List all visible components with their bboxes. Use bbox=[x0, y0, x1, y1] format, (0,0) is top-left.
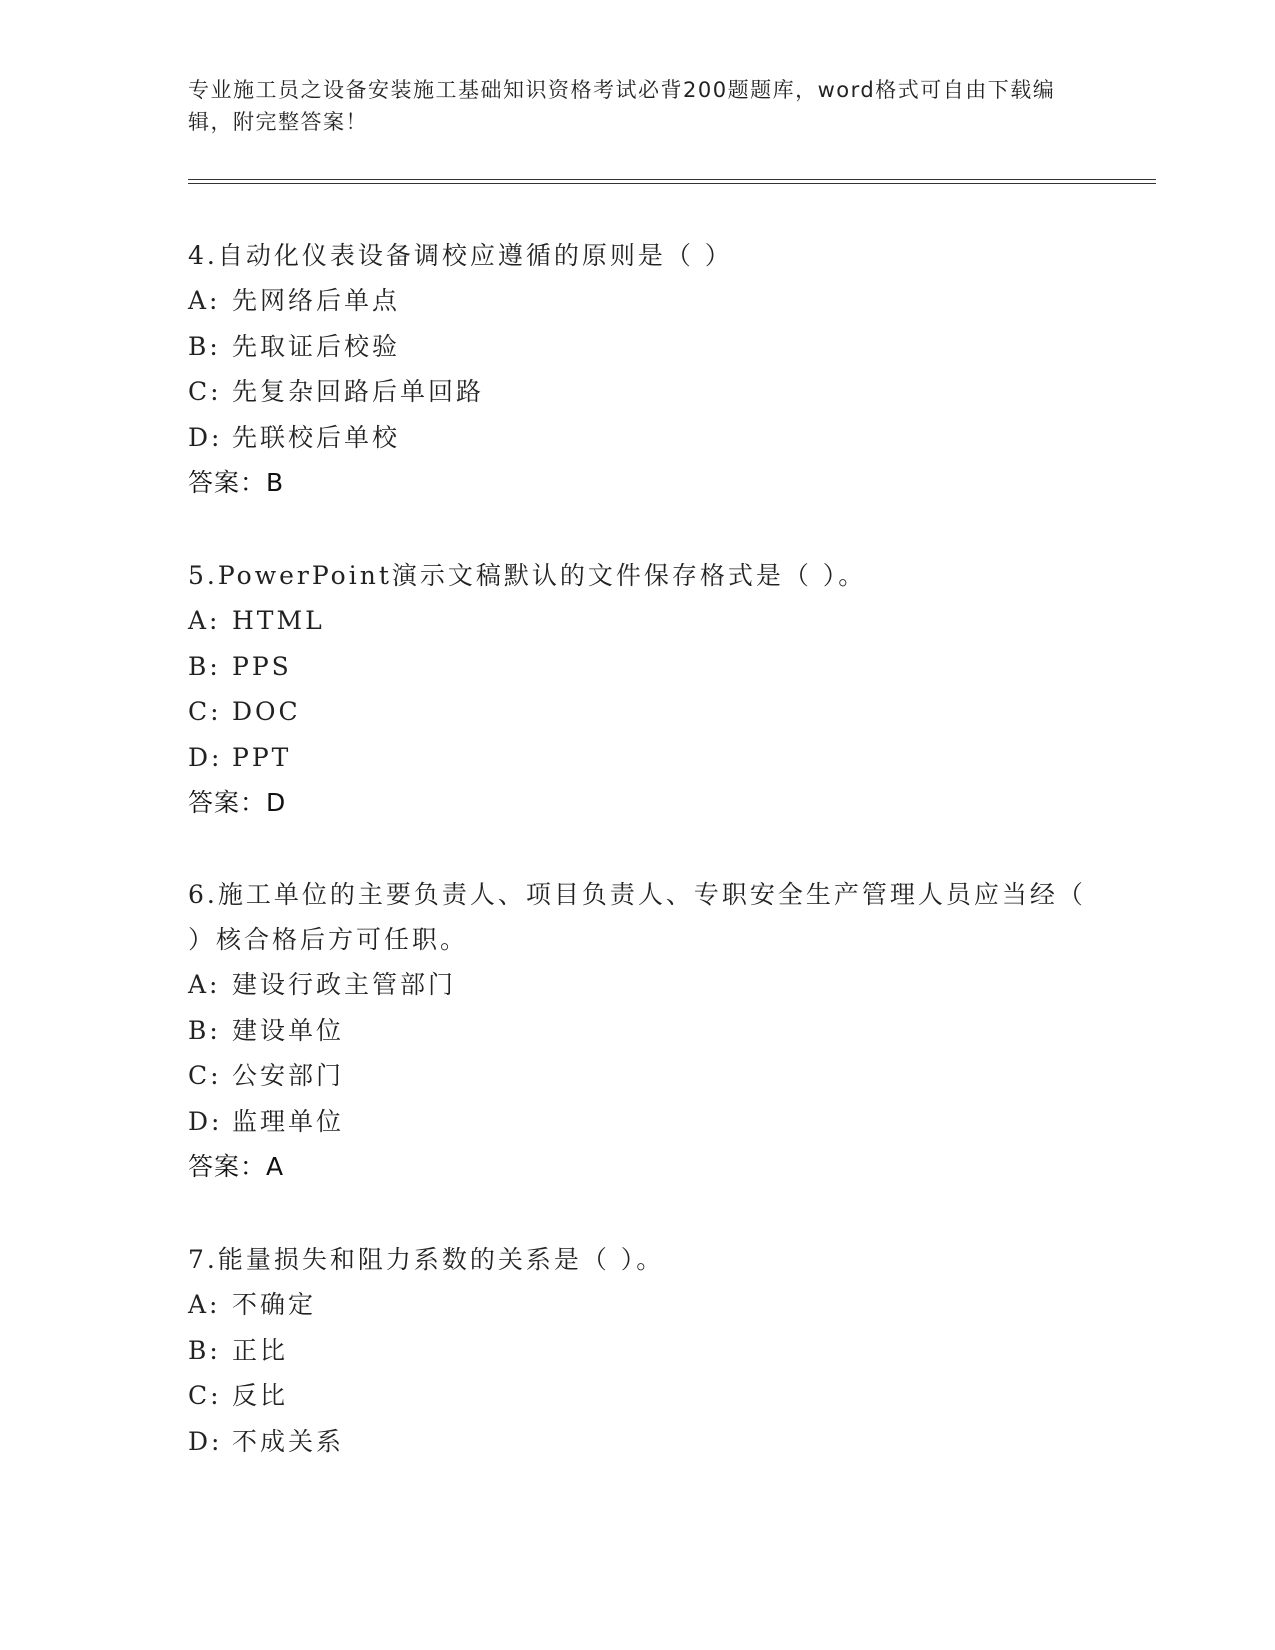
option-c bbox=[188, 1373, 1088, 1419]
option-d bbox=[188, 735, 1088, 781]
option-text: PPS bbox=[232, 651, 292, 681]
option-letter: A: bbox=[188, 970, 221, 999]
option-letter: D: bbox=[188, 422, 223, 452]
option-letter: C: bbox=[188, 1381, 222, 1410]
option-b bbox=[188, 1008, 1088, 1054]
option-text: 建设行政主管部门 bbox=[232, 970, 457, 999]
option-c bbox=[188, 689, 1088, 735]
option-letter: D: bbox=[188, 1106, 223, 1136]
option-c bbox=[188, 369, 1088, 415]
option-d bbox=[188, 1099, 1088, 1145]
option-text: 公安部门 bbox=[232, 1061, 345, 1090]
question-stem: 7.能量损失和阻力系数的关系是（ ）。 bbox=[188, 1245, 665, 1274]
option-letter: C: bbox=[188, 377, 222, 406]
option-text: 建设单位 bbox=[232, 1015, 345, 1045]
header-divider-top bbox=[188, 179, 1156, 180]
option-text: 监理单位 bbox=[232, 1106, 345, 1136]
option-a bbox=[188, 278, 1088, 324]
option-letter: C: bbox=[188, 1061, 222, 1090]
question-stem: 5.PowerPoint演示文稿默认的文件保存格式是（ ）。 bbox=[188, 561, 867, 590]
option-b bbox=[188, 1328, 1088, 1374]
question-5 bbox=[188, 553, 1088, 825]
option-text: 不成关系 bbox=[232, 1426, 345, 1456]
answer-line: 答案：B bbox=[188, 468, 285, 497]
option-d bbox=[188, 1419, 1088, 1465]
option-a bbox=[188, 1282, 1088, 1328]
option-text: HTML bbox=[232, 606, 325, 635]
question-7 bbox=[188, 1237, 1088, 1464]
option-letter: C: bbox=[188, 697, 222, 726]
option-text: 先联校后单校 bbox=[232, 422, 401, 452]
option-letter: B: bbox=[188, 651, 221, 681]
answer-line: 答案：A bbox=[188, 1152, 285, 1181]
option-text: 反比 bbox=[232, 1381, 289, 1410]
option-text: PPT bbox=[232, 742, 292, 772]
option-text: 先复杂回路后单回路 bbox=[232, 377, 485, 406]
document-header: 专业施工员之设备安装施工基础知识资格考试必背200题题库，word格式可自由下载编辑，附完整答案！ bbox=[188, 78, 1056, 134]
option-letter: A: bbox=[188, 1290, 221, 1319]
option-text: 先网络后单点 bbox=[232, 286, 401, 315]
option-letter: A: bbox=[188, 286, 221, 315]
option-text: DOC bbox=[232, 697, 301, 726]
question-6 bbox=[188, 872, 1088, 1189]
header-divider-bottom bbox=[188, 183, 1156, 184]
option-a bbox=[188, 598, 1088, 644]
option-letter: B: bbox=[188, 1015, 221, 1045]
option-text: 不确定 bbox=[232, 1290, 317, 1319]
option-b bbox=[188, 644, 1088, 690]
question-stem: 4.自动化仪表设备调校应遵循的原则是（ ） bbox=[188, 241, 733, 270]
option-letter: D: bbox=[188, 742, 223, 772]
option-d bbox=[188, 415, 1088, 461]
option-letter: A: bbox=[188, 606, 221, 635]
question-stem: 6.施工单位的主要负责人、项目负责人、专职安全生产管理人员应当经（ ）核合格后方可任职。 bbox=[188, 880, 1086, 954]
option-b bbox=[188, 324, 1088, 370]
option-letter: D: bbox=[188, 1426, 223, 1456]
option-c bbox=[188, 1053, 1088, 1099]
option-a bbox=[188, 962, 1088, 1008]
option-letter: B: bbox=[188, 331, 221, 361]
option-letter: B: bbox=[188, 1335, 221, 1365]
option-text: 正比 bbox=[232, 1335, 289, 1365]
answer-line: 答案：D bbox=[188, 788, 287, 817]
question-4 bbox=[188, 233, 1088, 505]
option-text: 先取证后校验 bbox=[232, 331, 401, 361]
